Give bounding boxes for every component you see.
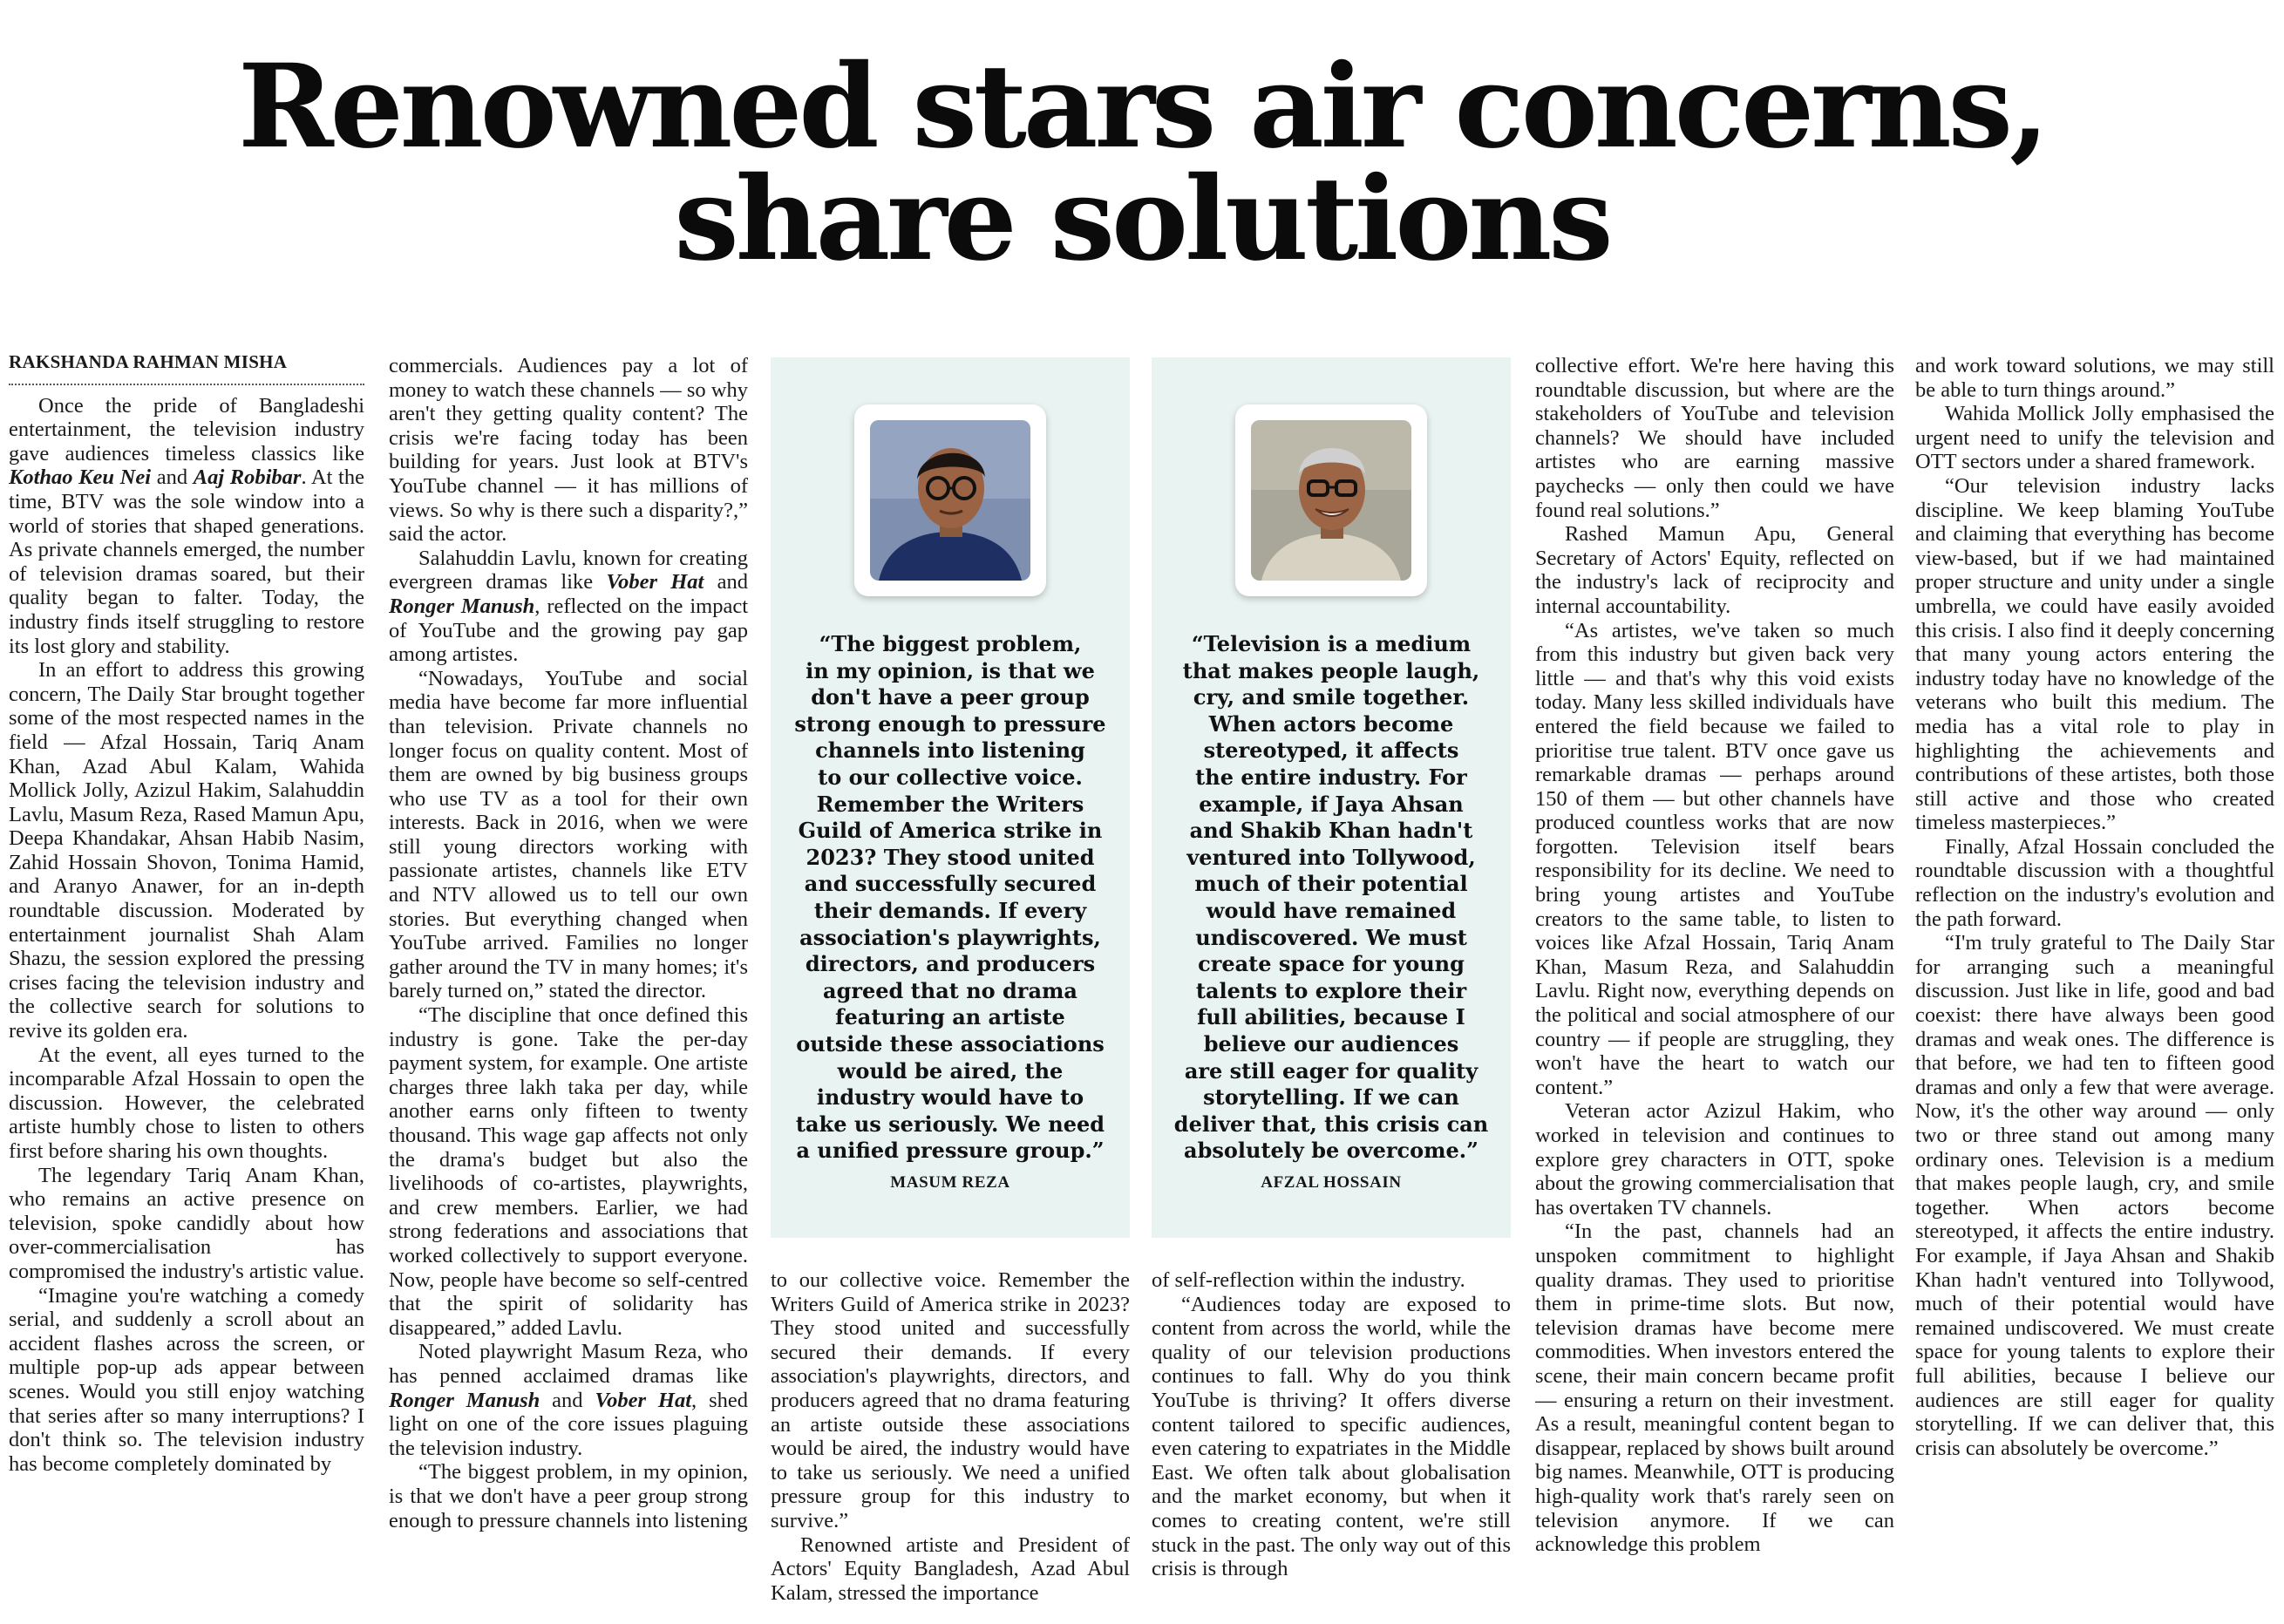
column-body [771, 1268, 1130, 1605]
article-paragraph: The legendary Tariq Anam Khan, who remains an active presence on television, spoke candidly about how over-commercialisation has compromised the industry's artistic value. [9, 1163, 364, 1283]
pullquote-line: Remember the Writers [816, 791, 1084, 817]
pullquote-text [1169, 631, 1493, 1165]
headline-line-1: Renowned stars air concerns, [238, 39, 2046, 174]
portrait-photo-icon [1251, 420, 1411, 581]
pullquote-box-afzal-hossain [1152, 357, 1511, 1238]
pullquote-text [788, 631, 1112, 1165]
article-paragraph: “In the past, channels had an unspoken commitment to highlight quality dramas. They used to prioritise them in prime-time slots. But now, television dramas have become mere commodities. When investors entered the scene, their main concern became profit — ensuring a return on their investment. As a result, meaningful content began to disappear, replaced by shows built around big names. Meanwhile, OTT is producing high-quality work that's rarely seen on television anymore. If we can acknowledge this problem [1535, 1220, 1894, 1557]
pullquote-line: to our collective voice. [818, 764, 1083, 790]
pullquote-line: in my opinion, is that we [806, 657, 1095, 683]
article-paragraph: “Nowadays, YouTube and social media have become far more influential than television. Private channels no longer focus on quality content. Most of them are owned by big business groups who use TV as a tool for their own interests. Back in 2016, when we were still young directors working with passionate artistes, channels like ETV and NTV allowed us to tell our own stories. But everything changed when YouTube arrived. Families no longer gather around the TV in many homes; it's barely turned on,” stated the director. [389, 666, 748, 1003]
article-paragraph: In an effort to address this growing concern, The Daily Star brought together some of the most respected names in the field — Afzal Hossain, Tariq Anam Khan, Azad Abul Kalam, Wahida Mollick Jolly, Azizul Hakim, Salahuddin Lavlu, Masum Reza, Rased Mamun Apu, Deepa Khandakar, Ahsan Habib Nasim, Zahid Hossain Shovon, Tonima Hamid, and Aranyo Anawer, for an in-depth roundtable discussion. Moderated by entertainment journalist Shah Alam Shazu, the session explored the pressing crises facing the television industry and the collective search for solutions to revive its golden era. [9, 658, 364, 1043]
pullquote-line: would have remained [1206, 897, 1457, 923]
column-body [9, 394, 364, 1477]
pullquote-line: absolutely be overcome.” [1184, 1138, 1478, 1164]
pullquote-line: the entire industry. For [1195, 764, 1467, 790]
pullquote-line: example, if Jaya Ahsan [1199, 791, 1464, 817]
pullquote-line: full abilities, because I [1197, 1004, 1465, 1030]
pullquote-attribution: MASUM REZA [890, 1173, 1010, 1192]
pullquote-line: create space for young [1198, 951, 1465, 977]
article-paragraph: of self-reflection within the industry. [1152, 1268, 1465, 1292]
pullquote-line: featuring an artiste [835, 1004, 1065, 1030]
pullquote-line: talents to explore their [1195, 977, 1467, 1003]
article-column-1 [9, 350, 364, 1624]
article-paragraph: Noted playwright Masum Reza, who has penned acclaimed dramas like Ronger Manush and Vober Hat, shed light on one of the core issues plaguing the television industry. [389, 1340, 748, 1460]
pullquote-line: association's playwrights, [799, 924, 1101, 950]
column-body [1152, 1268, 1511, 1581]
article-paragraph: Wahida Mollick Jolly emphasised the urgent need to unify the television and OTT sectors under a shared framework. [1915, 402, 2274, 474]
pullquote-line: much of their potential [1194, 871, 1468, 897]
article-column-3 [771, 1268, 1130, 1624]
article-paragraph: At the event, all eyes turned to the incomparable Afzal Hossain to open the discussion. However, the celebrated artiste humbly chose to listen to others first before sharing his own thoughts. [9, 1043, 364, 1163]
pullquote-line: channels into listening [815, 737, 1085, 764]
headline [0, 39, 2284, 288]
article-paragraph: Once the pride of Bangladeshi entertainment, the television industry gave audiences timeless classics like Kothao Keu Nei and Aaj Robibar. At the time, BTV was the sole window into a world of stories that shaped generations. As private channels emerged, the number of television dramas soared, but their quality began to falter. Today, the industry finds itself struggling to restore its lost glory and stability. [9, 393, 364, 658]
article-paragraph: “I'm truly grateful to The Daily Star for arranging such a meaningful discussion. Just like in life, good and bad coexist: there have always been good dramas and weak ones. The difference is that before, we had ten to fifteen good dramas and only a few that were average. Now, it's the other way around — only two or three stand out among many ordinary ones. Television is a medium that makes people laugh, cry, and smile together. When actors become stereotyped, it affects the entire industry. For example, if Jaya Ahsan and Shakib Khan hadn't ventured into Tollywood, much of their potential would have remained undiscovered. We must create space for young talents to explore their full abilities, because I believe our audiences are still eager for quality storytelling. If we can deliver that, this crisis can absolutely be overcome.” [1915, 931, 2274, 1460]
byline: RAKSHANDA RAHMAN MISHA [9, 350, 364, 385]
article-column-5 [1535, 354, 1894, 1624]
photo-frame [1235, 404, 1427, 596]
article-paragraph: Veteran actor Azizul Hakim, who worked in television and continues to explore grey characters in OTT, spoke about the growing commercialisation that has overtaken TV channels. [1535, 1099, 1894, 1220]
portrait-photo-icon [870, 420, 1030, 581]
article-paragraph: Finally, Afzal Hossain concluded the roundtable discussion with a thoughtful reflection on the industry's evolution and the path forward. [1915, 834, 2274, 931]
article-column-2 [389, 354, 748, 1624]
article-paragraph: commercials. Audiences pay a lot of money to watch these channels — so why aren't they getting quality content? The crisis we're facing today has been building for years. Just look at BTV's YouTube channel — it has millions of views. So why is there such a disparity?,” said the actor. [389, 354, 748, 547]
article-paragraph: “The discipline that once defined this industry is gone. Take the per-day payment system, for example. One artiste charges three lakh taka per day, while another earns only fifteen to twenty thousand. This wage gap affects not only the drama's budget but also the livelihoods of co-artistes, playwrights, and crew members. Earlier, we had strong federations and associations that worked collectively to support everyone. Now, people have become so self-centred that the spirit of solidarity has disappeared,” added Lavlu. [389, 1003, 748, 1340]
headline-line-2: share solutions [674, 152, 1610, 288]
column-body [1535, 354, 1894, 1557]
drama-title: Vober Hat [606, 570, 704, 595]
drama-title: Vober Hat [595, 1388, 692, 1412]
pullquote-line: strong enough to pressure [794, 710, 1106, 737]
pullquote-line: industry would have to [816, 1084, 1084, 1111]
pullquote-line: outside these associations [796, 1030, 1105, 1057]
column-body [1915, 354, 2274, 1460]
pullquote-line: undiscovered. We must [1195, 924, 1467, 950]
article-paragraph: collective effort. We're here having this roundtable discussion, but where are the stakeholders of YouTube and television channels? We should have included artistes who are earning massive paychecks — only then could we have found real solutions.” [1535, 354, 1894, 522]
drama-title: Ronger Manush [389, 594, 535, 618]
article-paragraph: “Our television industry lacks discipline. We keep blaming YouTube and claiming that everything has become view-based, but if we had maintained proper structure and unity under a single umbrella, we could have easily avoided this crisis. I also find it deeply concerning that many young actors entering the industry today have no knowledge of the veterans who built this medium. The media has a vital role to play in highlighting the achievements and contributions of these artistes, both those still active and those who created timeless masterpieces.” [1915, 473, 2274, 835]
article-paragraph: “As artistes, we've taken so much from this industry but given back very little — and that's why this void exists today. Many less skilled individuals have entered the field because we failed to prioritise true talent. BTV once gave us remarkable dramas — perhaps around 150 of them — but other channels have produced countless works that are now forgotten. Television itself bears responsibility for its decline. We need to bring young artistes and YouTube creators to the same table, to listen to voices like Afzal Hossain, Tariq Anam Khan, Masum Reza, and Salahuddin Lavlu. Right now, everything depends on the political and social atmosphere of our country — if people are struggling, they won't have the heart to watch our content.” [1535, 618, 1894, 1099]
pullquote-line: that makes people laugh, [1182, 657, 1480, 683]
drama-title: Kothao Keu Nei [9, 465, 152, 490]
pullquote-line: stereotyped, it affects [1203, 737, 1459, 764]
pullquote-line: and Shakib Khan hadn't [1189, 818, 1473, 844]
pullquote-line: take us seriously. We need [795, 1111, 1105, 1137]
article-paragraph: “Imagine you're watching a comedy serial, and suddenly a scroll about an accident flashes across the screen, or multiple pop-up ads appear between scenes. Would you still enjoy watching that series after so many interruptions? I don't think so. The television industry has become completely dominated by [9, 1283, 364, 1476]
pullquote-line: and successfully secured [804, 871, 1097, 897]
pullquote-line: “The biggest problem, [819, 631, 1082, 656]
pullquote-line: would be aired, the [837, 1057, 1064, 1084]
photo-frame [854, 404, 1046, 596]
pullquote-line: agreed that no drama [823, 977, 1077, 1003]
pullquote-line: cry, and smile together. [1193, 684, 1470, 710]
article-column-6 [1915, 354, 2274, 1624]
pullquote-line: When actors become [1208, 710, 1454, 737]
article-column-4 [1152, 1268, 1511, 1624]
pullquote-line: a unified pressure group.” [796, 1138, 1105, 1164]
article-paragraph: Renowned artiste and President of Actors' Equity Bangladesh, Azad Abul Kalam, stressed the importance [771, 1532, 1130, 1605]
pullquote-line: directors, and producers [805, 951, 1096, 977]
pullquote-line: 2023? They stood united [806, 844, 1095, 870]
pullquote-line: “Television is a medium [1191, 631, 1472, 656]
article-paragraph: to our collective voice. Remember the Writers Guild of America strike in 2023? They stood united and successfully secured their demands. If every association's playwrights, directors, and producers agreed that no drama featuring an artiste outside these associations would be aired, the industry would have to take us seriously. We need a unified pressure group for this industry to survive.” [771, 1268, 1130, 1532]
drama-title: Aaj Robibar [193, 465, 302, 490]
pullquote-line: ventured into Tollywood, [1186, 844, 1476, 870]
column-body [389, 354, 748, 1532]
pullquote-line: don't have a peer group [811, 684, 1090, 710]
pullquote-line: Guild of America strike in [798, 818, 1103, 844]
article-paragraph: Salahuddin Lavlu, known for creating evergreen dramas like Vober Hat and Ronger Manush, reflected on the impact of YouTube and the growing pay gap among artistes. [389, 546, 748, 667]
pullquote-line: their demands. If every [813, 897, 1087, 923]
pullquote-box-masum-reza [771, 357, 1130, 1238]
article-paragraph: and work toward solutions, we may still be able to turn things around.” [1915, 354, 2274, 402]
article-paragraph: “Audiences today are exposed to content from across the world, while the quality of our television productions continues to fall. Why do you think YouTube is thriving? It offers diverse content tailored to specific audiences, even catering to expatriates in the Middle East. We often talk about globalisation and the market economy, but when it comes to creating content, we're still stuck in the past. The only way out of this crisis is through [1152, 1292, 1511, 1581]
pullquote-line: storytelling. If we can [1203, 1084, 1459, 1111]
pullquote-line: believe our audiences [1203, 1030, 1459, 1057]
drama-title: Ronger Manush [389, 1388, 540, 1412]
article-paragraph: “The biggest problem, in my opinion, is that we don't have a peer group strong enough to pressure channels into listening [389, 1460, 748, 1532]
pullquote-attribution: AFZAL HOSSAIN [1261, 1173, 1402, 1192]
pullquote-line: deliver that, this crisis can [1173, 1111, 1489, 1137]
article-paragraph: Rashed Mamun Apu, General Secretary of Actors' Equity, reflected on the industry's lack of reciprocity and internal accountability. [1535, 522, 1894, 618]
pullquote-line: are still eager for quality [1184, 1057, 1478, 1084]
